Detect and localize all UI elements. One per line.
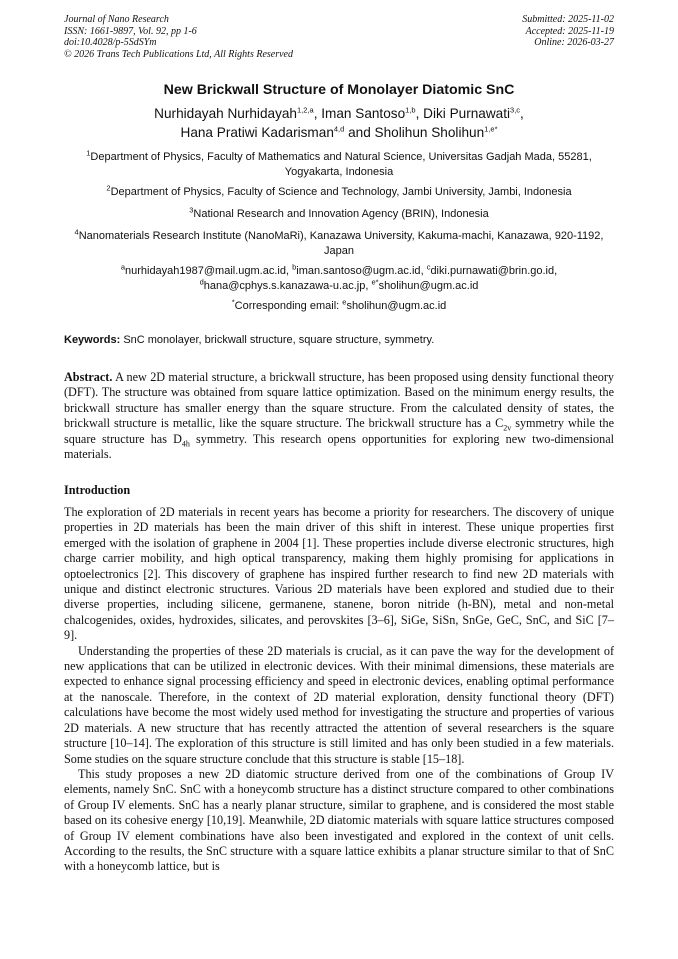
- affiliation-2: $^2$Department of Physics, Faculty of Science and Technology, Jambi University, Jambi, Indonesia: [106, 183, 572, 198]
- intro-paragraph-3: This study proposes a new 2D diatomic structure derived from one of the combinations of Group IV elements, namely SnC. SnC with a honeycomb structure has a distinct structure compared to other combinations of Group IV elements. SnC has a nearly planar structure, similar to graphene, and is considered the most stable based on its cohesive energy [10,19]. Meanwhile, 2D diatomic materials with square lattice structures composed of Group IV element combinations have also been investigated and explored in the context of unit cells. According to the results, the SnC structure with a square lattice exhibits a planar structure similar to that of SnC with a honeycomb lattice, but is: [64, 766, 614, 874]
- email-a[interactable]: nurhidayah1987@mail.ugm.ac.id: [124, 265, 286, 277]
- author-3: Diki Purnawati$^{3,c}$,: [423, 105, 524, 121]
- abstract: Abstract. A new 2D material structure, a brickwall structure, has been proposed using density functional theory (DFT). The structure was obtained from square lattice optimization. Based on the minimum energy results, the brickwall structure has smaller energy than the square structure. From the calculated density of states, the brickwall structure is metallic, like the square structure. The brickwall structure has a $C_{2v}$ symmetry while the square structure has $D_{4h}$ symmetry. This research opens opportunities for exploring new two-dimensional materials.: [64, 370, 614, 462]
- email-list: $^a$nurhidayah1987@mail.ugm.ac.id, $^b$iman.santoso@ugm.ac.id, $^c$diki.purnawati@brin.go.id, $^d$hana@cphys.s.kanazawa-u.ac.jp, $^{e*}$sholihun@ugm.ac.id: [120, 262, 558, 292]
- affiliation-1: $^1$Department of Physics, Faculty of Mathematics and Natural Science, Universitas Gadjah Mada, 55281, Yogyakarta, Indonesia: [86, 148, 592, 178]
- email-d[interactable]: hana@cphys.s.kanazawa-u.ac.jp: [203, 280, 366, 292]
- section-heading-introduction: Introduction: [64, 483, 131, 497]
- abstract-label: Abstract.: [64, 370, 113, 384]
- email-b[interactable]: iman.santoso@ugm.ac.id: [296, 265, 421, 277]
- journal-issn: ISSN: 1661-9897, Vol. 92, pp 1-6: [64, 25, 197, 37]
- online-date: Online: 2026-03-27: [534, 37, 614, 49]
- author-list: [64, 104, 614, 142]
- introduction-body: [64, 505, 614, 875]
- journal-doi[interactable]: doi:10.4028/p-5SdSYm: [64, 37, 157, 49]
- intro-paragraph-2: Understanding the properties of these 2D materials is crucial, as it can pave the way for the development of new applications that can be utilized in electronic devices. With their minimal dimensions, these materials are expected to enhance signal processing efficiency and speed in electronic devices, enabling optimal performance at the nanoscale. Therefore, in the context of 2D material exploration, density functional theory (DFT) calculations have become the most widely used method for investigating the structure and properties of various 2D materials. A new structure that has recently attracted the attention of several researchers is the square structure [10–14]. The exploration of this structure is still limited and has only been studied in a few materials. Some studies on the square structure conclude that this structure is stable [15–18].: [64, 643, 614, 766]
- email-c[interactable]: diki.purnawati@brin.go.id: [430, 265, 555, 277]
- author-2: Iman Santoso$^{1,b}$,: [321, 105, 424, 121]
- journal-name: Journal of Nano Research: [64, 14, 169, 25]
- keywords-text: SnC monolayer, brickwall structure, square structure, symmetry.: [123, 334, 435, 346]
- journal-copyright: © 2026 Trans Tech Publications Ltd, All Rights Reserved: [64, 48, 293, 60]
- accepted-date: Accepted: 2025-11-19: [525, 25, 614, 37]
- journal-header: [64, 14, 293, 60]
- submitted-date: Submitted: 2025-11-02: [522, 14, 614, 25]
- affiliation-3: $^3$National Research and Innovation Agency (BRIN), Indonesia: [189, 205, 489, 220]
- author-1: Nurhidayah Nurhidayah$^{1,2,a}$,: [154, 105, 322, 121]
- intro-paragraph-1: The exploration of 2D materials in recent years has become a priority for researchers. The discovery of unique properties in 2D materials has been the main driver of this shift in interest. These unique properties first emerged with the isolation of graphene in 2004 [1]. These properties include diverse electronic structures, high charge carrier mobility, and high optical transparency, making them highly promising for applications in optoelectronics [2]. This discovery of graphene has inspired further research to find new 2D materials with unique and distinct electronic structures. Various 2D materials have been explored and studied due to their diverse properties, including silicene, germanene, stanene, boron nitride (h-BN), metal and non-metal chalcogenides, oxides, hydroxides, silicates, and perovskites [3–6], SiGe, SiSn, SnGe, GeC, SnC, and SiC [7–9].: [64, 505, 614, 643]
- dates-header: [522, 14, 614, 49]
- paper-title: New Brickwall Structure of Monolayer Diatomic SnC: [163, 82, 515, 98]
- email-e[interactable]: sholihun@ugm.ac.id: [378, 280, 479, 292]
- author-5: Sholihun Sholihun$^{1,e*}$: [374, 124, 498, 140]
- affiliation-4: $^4$Nanomaterials Research Institute (NanoMaRi), Kanazawa University, Kakuma-machi, Kanazawa, 920-1192, Japan: [74, 227, 604, 257]
- keywords: [64, 334, 614, 346]
- keywords-label: Keywords:: [64, 334, 121, 346]
- corresponding-email: *Corresponding email: $^e$sholihun@ugm.ac.id: [231, 297, 447, 312]
- author-4: Hana Pratiwi Kadarisman$^{4,d}$ and: [180, 124, 375, 140]
- corresponding-email-address[interactable]: sholihun@ugm.ac.id: [346, 300, 447, 312]
